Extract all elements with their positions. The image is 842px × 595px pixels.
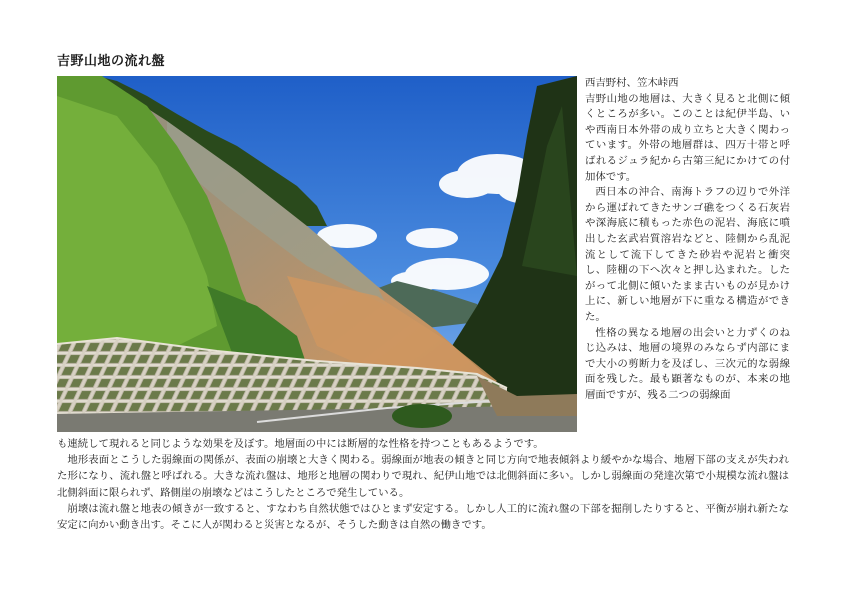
paragraph: も連続して現れると同じような効果を及ぼす。地層面の中には断層的な性格を持つこともあるようです。 — [57, 438, 544, 450]
paragraph: 性格の異なる地層の出会いと力ずくのねじ込みは、地層の境界のみならず内部にまで大小の剪断力を及ぼし、三次元的な弱線面を残した。最も顕著なものが、本来の地層面ですが、残る二つの弱線面 — [585, 326, 790, 401]
page-title: 吉野山地の流れ盤 — [57, 54, 166, 69]
paragraph: 地形表面とこうした弱線面の関係が、表面の崩壊と大きく関わる。弱線面が地表の傾きと同じ方向で地表傾斜より緩やかな場合、地層下部の支えが失われた形になり、流れ盤と呼ばれる。大きな流れ盤は、地形と地層の関わりで現れ、紀伊山地では北側斜面に多い。しかし弱線面の発達次第で小規模な流れ盤は北側斜面に限られず、路側崖の崩壊などはこうしたところで発生している。 — [57, 454, 789, 499]
paragraph: 西日本の沖合、南海トラフの辺りで外洋から運ばれてきたサンゴ礁をつくる石灰岩や深海底に積もった赤色の泥岩、海底に噴出した玄武岩質溶岩などと、陸側から乱泥流として流下してきた砂岩や泥岩と衝突し、陸棚の下へ次々と押し込まれた。したがって北側に傾いたまま古いものが見かけ上に、新しい地層が下に重なる構造ができた。 — [585, 186, 790, 323]
landslide-photo — [57, 76, 577, 432]
photo-location: 西吉野村、笠木峠西 — [585, 77, 679, 89]
bottom-text — [57, 436, 789, 533]
paragraph: 吉野山地の地層は、大きく見ると北側に傾くところが多い。このことは紀伊半島、いや西南日本外帯の成り立ちと大きく関わっています。外帯の地層群は、四万十帯と呼ばれるジュラ紀から古第三紀にかけての付加体です。 — [585, 92, 790, 183]
side-text-column — [585, 76, 790, 403]
paragraph: 崩壊は流れ盤と地表の傾きが一致すると、すなわち自然状態ではひとまず安定する。しかし人工的に流れ盤の下部を掘削したりすると、平衡が崩れ新たな安定に向かい動き出す。そこに人が関わると災害となるが、そうした動きは自然の働きです。 — [57, 502, 789, 532]
